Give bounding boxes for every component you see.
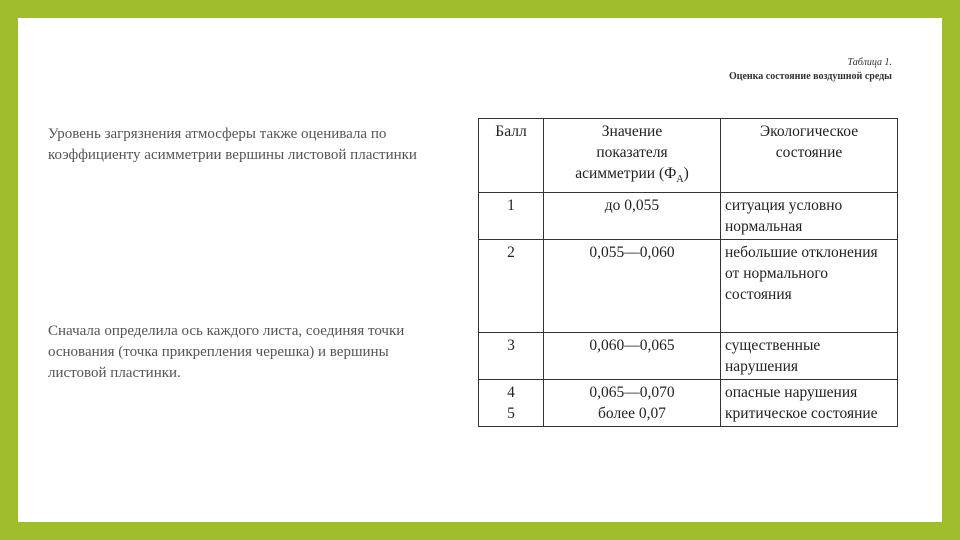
- header-value-line1: Значение: [601, 123, 663, 140]
- header-value-subscript: А: [676, 174, 684, 186]
- cell-eco-4: опасные нарушения: [725, 384, 858, 402]
- table-title: Оценка состояние воздушной среды: [728, 71, 892, 82]
- cell-value-4: 0,065—0,070: [589, 384, 675, 402]
- cell-ball: 2: [479, 240, 544, 333]
- table-number: Таблица 1.: [847, 57, 892, 68]
- header-eco-line2: состояние: [775, 144, 843, 161]
- header-value-close: ): [683, 165, 689, 182]
- header-eco-line1: Экологическое: [759, 123, 859, 140]
- header-value-line3-text: асимметрии (Ф: [575, 165, 677, 182]
- cell-eco: существенные нарушения: [721, 333, 898, 380]
- table-row: [479, 333, 898, 380]
- cell-ball: 3: [479, 333, 544, 380]
- cell-ball-4: 4: [507, 384, 515, 402]
- assessment-table: [478, 118, 898, 427]
- cell-value: 0,055—0,060: [544, 240, 721, 333]
- table-row: [479, 193, 898, 240]
- table-caption: [729, 56, 892, 84]
- header-eco-state: [721, 119, 898, 193]
- header-ball: Балл: [479, 119, 544, 193]
- cell-ball: 1: [479, 193, 544, 240]
- header-value: [544, 119, 721, 193]
- cell-ball-5: 5: [507, 405, 515, 423]
- cell-value: до 0,055: [544, 193, 721, 240]
- table-header-row: [479, 119, 898, 193]
- cell-value: 0,060—0,065: [544, 333, 721, 380]
- paragraph-method: Сначала определила ось каждого листа, соединяя точки основания (точка прикрепления черешка) и вершины листовой пластинки.: [48, 323, 405, 381]
- slide: [18, 18, 942, 522]
- table-row-merged: [479, 380, 898, 427]
- header-value-line3: [548, 163, 716, 190]
- cell-eco: небольшие отклонения от нормального состояния: [721, 240, 898, 333]
- header-value-line2: показателя: [596, 144, 668, 161]
- cell-value: [544, 380, 721, 427]
- cell-value-5: более 0,07: [598, 405, 666, 423]
- cell-eco: [721, 380, 898, 427]
- cell-eco: ситуация условно нормальная: [721, 193, 898, 240]
- cell-eco-5: критическое состояние: [725, 405, 878, 423]
- cell-ball: [479, 380, 544, 427]
- table-row: [479, 240, 898, 333]
- paragraph-pollution: Уровень загрязнения атмосферы также оценивала по коэффициенту асимметрии вершины листовой пластинки: [48, 126, 417, 163]
